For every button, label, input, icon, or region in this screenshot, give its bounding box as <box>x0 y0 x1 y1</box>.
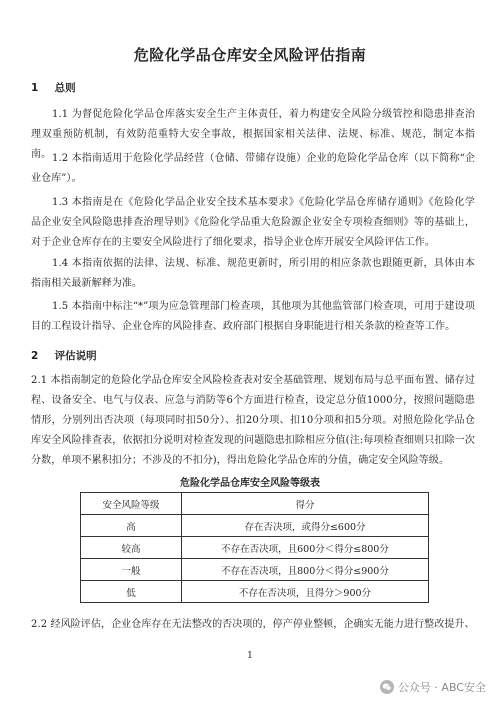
score-cell: 不存在否决项，且得分＞900分 <box>182 581 429 603</box>
section-heading-2 <box>31 348 97 363</box>
table-header-row <box>81 493 429 515</box>
paragraph-1-3: 1.3 本指南是在《危险化学品企业安全技术基本要求》《危险化学品仓库储存通则》《危险化学品企业安全风险隐患排查治理导则》《危险化学品重大危险源企业安全专项检查细则》等的基础上，对于企业仓库存在的主要安全风险进行了细化要求，指导企业仓库开展安全风险评估工作。 <box>31 197 475 248</box>
paragraph-2-1: 2.1 本指南制定的危险化学品仓库安全风险检查表对安全基础管理、规划布局与总平面布置、储存过程、设备安全、电气与仪表、应急与消防等6个方面进行检查，设定总分值1000分，按照问题隐患情形，分别列出否决项（每项同时扣50分）、扣20分项、扣10分项和扣5分项。对照危险化学品仓库安全风险排查表，依据扣分说明对检查发现的问题隐患扣除相应分值(注:每项检查细则只扣除一次分数，单项不累积扣分；不涉及的不扣分)，得出危险化学品仓库的分值，确定安全风险等级。 <box>31 375 475 466</box>
section-number: 2 <box>31 350 39 362</box>
paragraph-1-5: 1.5 本指南中标注“*”项为应急管理部门检查项，其他项为其他监管部门检查项，可用于建设项目的工程设计指导、企业仓库的风险排查、政府部门根据自身职能进行相关条款的检查等工作。 <box>31 301 475 332</box>
page-number: 1 <box>247 651 253 661</box>
risk-level-cell: 较高 <box>81 537 182 559</box>
table-row <box>81 515 429 537</box>
section-heading-1 <box>31 80 76 95</box>
section-number: 1 <box>31 82 39 94</box>
section-heading-text: 总则 <box>54 82 76 94</box>
watermark-text: 公众号 · ABC安全 <box>397 681 486 694</box>
table-row <box>81 559 429 581</box>
wechat-icon <box>380 680 394 694</box>
paragraph-1-4: 1.4 本指南依据的法律、法规、标准、规范更新时，所引用的相应条款也跟随更新，具体由本指南相关最新解释为准。 <box>31 258 475 289</box>
table-row <box>81 581 429 603</box>
paragraph-1-2: 1.2 本指南适用于危险化学品经营（仓储、带储存设施）企业的危险化学品仓库（以下简称“企业仓库”）。 <box>31 153 475 184</box>
score-cell: 存在否决项，或得分≤600分 <box>182 515 429 537</box>
score-cell: 不存在否决项，且600分＜得分≤800分 <box>182 537 429 559</box>
table-title: 危险化学品仓库安全风险等级表 <box>180 478 320 489</box>
table-header-cell: 安全风险等级 <box>81 493 182 515</box>
risk-level-cell: 一般 <box>81 559 182 581</box>
risk-level-cell: 低 <box>81 581 182 603</box>
table-header-cell: 得分 <box>182 493 429 515</box>
section-heading-text: 评估说明 <box>54 350 97 362</box>
paragraph-1-1: 1.1 为督促危险化学品仓库落实安全生产主体责任，着力构建安全风险分级管控和隐患排查治理双重预防机制，有效防范重特大安全事故，根据国家相关法律、法规、标准、规范，制定本指南。 <box>31 109 475 160</box>
score-cell: 不存在否决项，且800分＜得分≤900分 <box>182 559 429 581</box>
table-row <box>81 537 429 559</box>
risk-level-table <box>80 492 429 603</box>
risk-level-cell: 高 <box>81 515 182 537</box>
watermark <box>380 679 486 695</box>
paragraph-2-2: 2.2 经风险评估，企业仓库存在无法整改的否决项的，停产停业整顿，企确实无能力进行整改提升、 <box>31 619 475 630</box>
document-title: 危险化学品仓库安全风险评估指南 <box>133 46 367 64</box>
